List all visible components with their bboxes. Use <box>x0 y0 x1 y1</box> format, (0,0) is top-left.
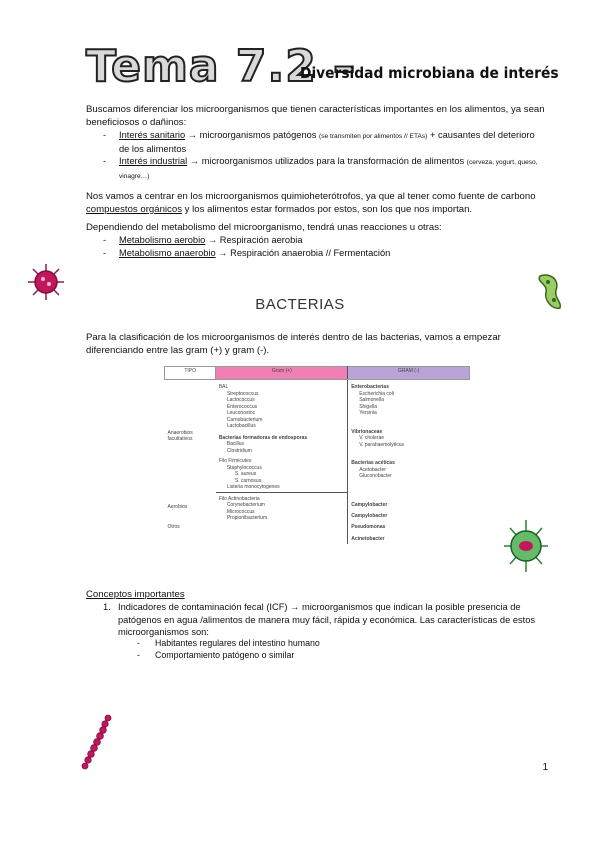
page-subtitle: Diversidad microbiana de interés <box>300 64 559 82</box>
table-row: Otros Pseudomonas Acinetobacter <box>167 523 386 542</box>
section-heading: BACTERIAS <box>255 296 345 313</box>
classification-table <box>164 366 470 544</box>
table-row: Anaerobios facultativos BAL Streptococcus Lactococcus Enterococcus Leuconostoc Carnobacterium Lactobacillus Bacterias formadoras de endosporas Bacillus Clostridium Filo Firmicutes Staphylococcus S. aureus S. carnosus Listeria monocytogenes Enterobacterias Escherichia coli Salmonella Shigella Yersinia Vibrionaceae V. cholerae V. parahaemolyticus Bacterias acéticas Acetobacter Gluconobacter <box>165 380 470 493</box>
page-title: Tema 7.2 – <box>86 41 357 92</box>
quimio-paragraph: Nos vamos a centrar en los microorganismos quimioheterótrofos, ya que al tener como fuente de carbono compuestos orgánicos y los alimentos estar formados por estos, son los que nos importan. <box>86 191 536 215</box>
table-header: Gram (+) <box>216 367 348 380</box>
metabolism-paragraph: Dependiendo del metabolismo del microorganismo, tendrá unas reacciones u otras: <box>86 222 442 233</box>
table-header: GRAM (-) <box>348 367 470 380</box>
bacteria-chain-icon <box>76 712 116 774</box>
list-item: 1. Indicadores de contaminación fecal (ICF) → microorganismos que indican la posible presencia de patógenos en agua /alimentos de manera muy fácil, rápida y económica. Las características de estos microorganismos son: <box>103 602 536 637</box>
conceptos-heading: Conceptos importantes <box>86 589 185 600</box>
virus-green-icon <box>502 518 550 574</box>
table-row: Aerobios Filo Actinobacteria Corynebacterium Micrococcus Propionibacterium Campylobacter Campylobacter <box>165 492 470 523</box>
page-number: 1 <box>542 762 548 773</box>
table-header: TIPO <box>165 367 216 380</box>
bacterias-paragraph: Para la clasificación de los microorganismos de interés dentro de las bacterias, vamos a empezar diferenciando entre las gram (+) y gram (-). <box>86 332 501 356</box>
list-item: - Interés industrial → microorganismos utilizados para la transformación de alimentos (cerveza, yogurt, queso, vinagre…) <box>103 156 538 180</box>
intro-paragraph: Buscamos diferenciar los microorganismos que tienen características importantes en los alimentos, ya sean beneficiosos o dañinos: <box>86 104 545 128</box>
list-item: - Interés sanitario → microorganismos patógenos (se transmiten por alimentos // ETAs) + causantes del deterioro de los alimentos <box>103 130 535 154</box>
